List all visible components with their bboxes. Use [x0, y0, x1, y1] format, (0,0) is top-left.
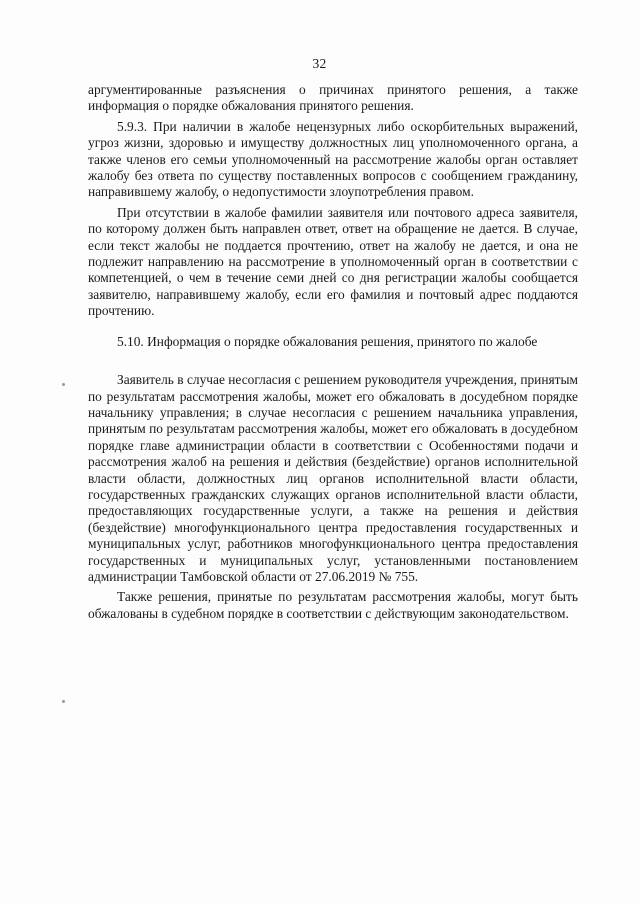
- paragraph-continuation: аргументированные разъяснения о причинах принятого решения, а также информация о порядке обжалования принятого решения.: [88, 82, 578, 114]
- paragraph-appeal-procedure: Заявитель в случае несогласия с решением руководителя учреждения, принятым по результатам рассмотрения жалобы, может его обжаловать в досудебном порядке начальнику управления; в случае несогласия с решением начальника управления, принятым по результатам рассмотрения жалобы, может его обжаловать в досудебном порядке главе администрации области в соответствии с Особенностями подачи и рассмотрения жалоб на решения и действия (бездействие) органов исполнительной власти области, должностных лиц органов исполнительной власти области, государственных гражданских служащих органов исполнительной власти области, предоставляющих государственные услуги, а также на решения и действия (бездействие) многофункционального центра предоставления государственных и муниципальных услуг, работников многофункционального центра предоставления государственных и муниципальных услуг, установленными постановлением администрации Тамбовской области от 27.06.2019 № 755.: [88, 372, 578, 584]
- paragraph-5-9-3: 5.9.3. При наличии в жалобе нецензурных либо оскорбительных выражений, угроз жизни, здоровью и имуществу должностных лиц уполномоченного органа, а также членов его семьи уполномоченный на рассмотрение жалобы орган оставляет жалобу без ответа по существу поставленных вопросов с сообщением гражданину, направившему жалобу, о недопустимости злоупотребления правом.: [88, 118, 578, 200]
- scan-speck: [62, 700, 65, 703]
- section-heading-5-10: 5.10. Информация о порядке обжалования решения, принятого по жалобе: [117, 333, 538, 349]
- document-body: [88, 82, 578, 622]
- paragraph-no-surname: При отсутствии в жалобе фамилии заявителя или почтового адреса заявителя, по которому должен быть направлен ответ, ответ на обращение не дается. В случае, если текст жалобы не поддается прочтению, ответ на жалобу не дается, и она не подлежит направлению на рассмотрение в уполномоченный орган в соответствии с компетенцией, о чем в течение семи дней со дня регистрации жалобы сообщается заявителю, направившему жалобу, если его фамилия и почтовый адрес поддаются прочтению.: [88, 204, 578, 319]
- scan-speck: [62, 383, 65, 386]
- page-number: 32: [312, 56, 327, 71]
- paragraph-court-appeal: Также решения, принятые по результатам рассмотрения жалобы, могут быть обжалованы в судебном порядке в соответствии с действующим законодательством.: [88, 589, 578, 621]
